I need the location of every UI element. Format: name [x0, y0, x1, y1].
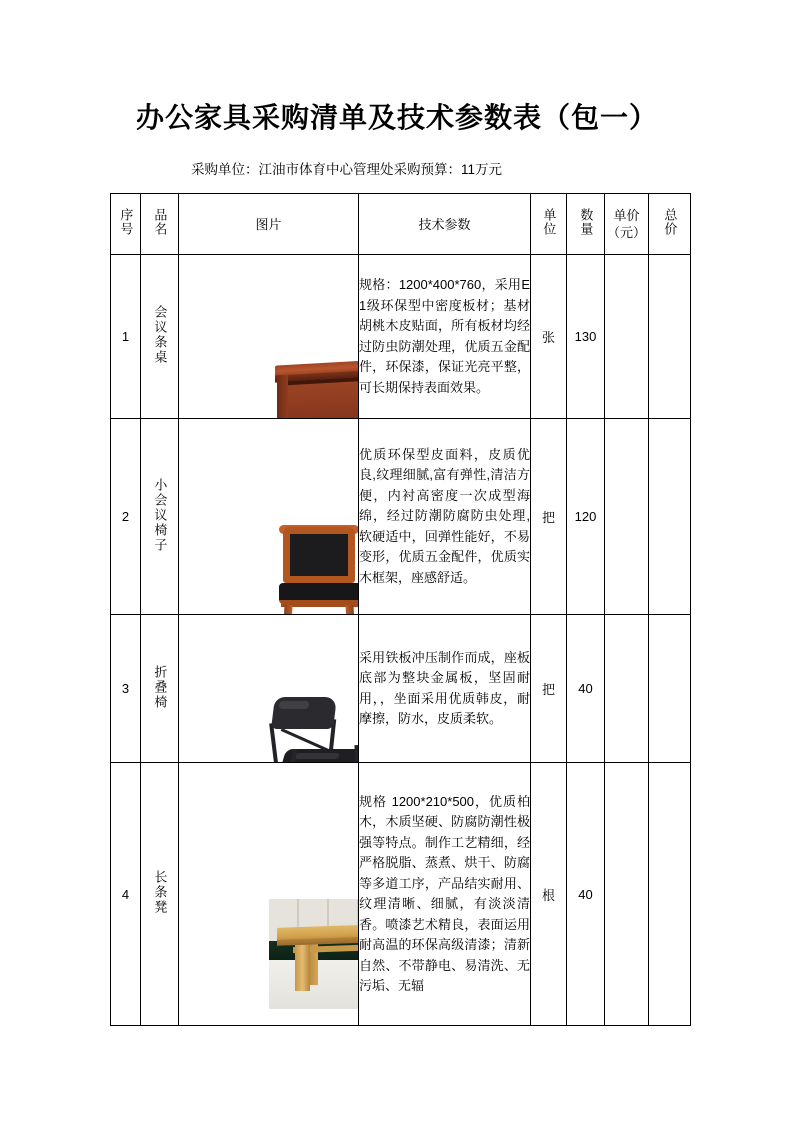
row-quantity: 130 — [567, 255, 605, 419]
row-name-label: 小会议椅子 — [152, 477, 168, 553]
row-quantity: 120 — [567, 419, 605, 615]
row-image-cell — [179, 419, 359, 615]
procurement-table — [110, 193, 691, 1026]
header-total-price-label: 总价 — [662, 208, 678, 236]
row-total-price — [649, 255, 691, 419]
row-image-cell — [179, 255, 359, 419]
row-total-price — [649, 419, 691, 615]
header-total-price — [649, 194, 691, 255]
header-quantity-label: 数量 — [578, 208, 594, 236]
header-unit-price: 单价（元） — [605, 194, 649, 255]
table-row — [111, 255, 691, 419]
row-spec: 采用铁板冲压制作而成，座板底部为整块金属板，坚固耐用，，坐面采用优质韩皮，耐摩擦，防水，皮质柔软。 — [359, 615, 531, 763]
row-image-cell — [179, 615, 359, 763]
row-unit-price — [605, 763, 649, 1026]
row-seq: 3 — [111, 615, 141, 763]
header-name — [141, 194, 179, 255]
row-image-cell — [179, 763, 359, 1026]
row-unit-price — [605, 255, 649, 419]
header-quantity — [567, 194, 605, 255]
budget-label: 采购预算：11万元 — [393, 162, 503, 177]
row-unit-price — [605, 419, 649, 615]
header-seq-label: 序号 — [118, 208, 134, 236]
row-name-label: 长条凳 — [152, 870, 168, 915]
row-name — [141, 615, 179, 763]
row-total-price — [649, 615, 691, 763]
page-title: 办公家具采购清单及技术参数表（包一） — [135, 103, 658, 134]
header-name-label: 品名 — [152, 208, 168, 236]
row-spec: 规格 1200*210*500，优质柏木，木质坚硬、防腐防潮性极强等特点。制作工艺精细，经严格脱脂、蒸煮、烘干、防腐等多道工序，产品结实耐用、纹理清晰、细腻，有淡淡清香。喷漆艺术精良，表面运用耐高温的环保高级清漆；清新自然、不带静电、易清洗、无污垢、无辐 — [359, 763, 531, 1026]
row-seq: 4 — [111, 763, 141, 1026]
document-subtitle — [176, 143, 736, 193]
row-unit-price — [605, 615, 649, 763]
row-name-label: 折叠椅 — [152, 664, 168, 710]
row-quantity: 40 — [567, 615, 605, 763]
purchaser-label: 采购单位：江油市体育中心管理处 — [191, 162, 394, 177]
table-row — [111, 419, 691, 615]
table-row — [111, 763, 691, 1026]
table-header-row — [111, 194, 691, 255]
row-spec: 优质环保型皮面料，皮质优良,纹理细腻,富有弹性,清洁方便，内衬高密度一次成型海绵，经过防潮防腐防虫处理,软硬适中，回弹性能好，不易变形，优质五金配件，优质实木框架，座感舒适。 — [359, 419, 531, 615]
row-unit: 根 — [531, 763, 567, 1026]
row-name — [141, 255, 179, 419]
row-quantity: 40 — [567, 763, 605, 1026]
row-spec: 规格：1200*400*760，采用E1级环保型中密度板材；基材胡桃木皮贴面，所有板材均经过防虫防潮处理，优质五金配件，环保漆，保证光亮平整，可长期保持表面效果。 — [359, 255, 531, 419]
header-spec: 技术参数 — [359, 194, 531, 255]
row-seq: 1 — [111, 255, 141, 419]
header-seq — [111, 194, 141, 255]
row-name — [141, 763, 179, 1026]
row-name — [141, 419, 179, 615]
row-unit: 把 — [531, 419, 567, 615]
table-row — [111, 615, 691, 763]
row-name-label: 会议条桌 — [152, 305, 168, 365]
row-seq: 2 — [111, 419, 141, 615]
row-unit: 把 — [531, 615, 567, 763]
row-unit: 张 — [531, 255, 567, 419]
row-total-price — [649, 763, 691, 1026]
header-unit-label: 单位 — [541, 208, 557, 236]
header-image: 图片 — [179, 194, 359, 255]
header-unit — [531, 194, 567, 255]
